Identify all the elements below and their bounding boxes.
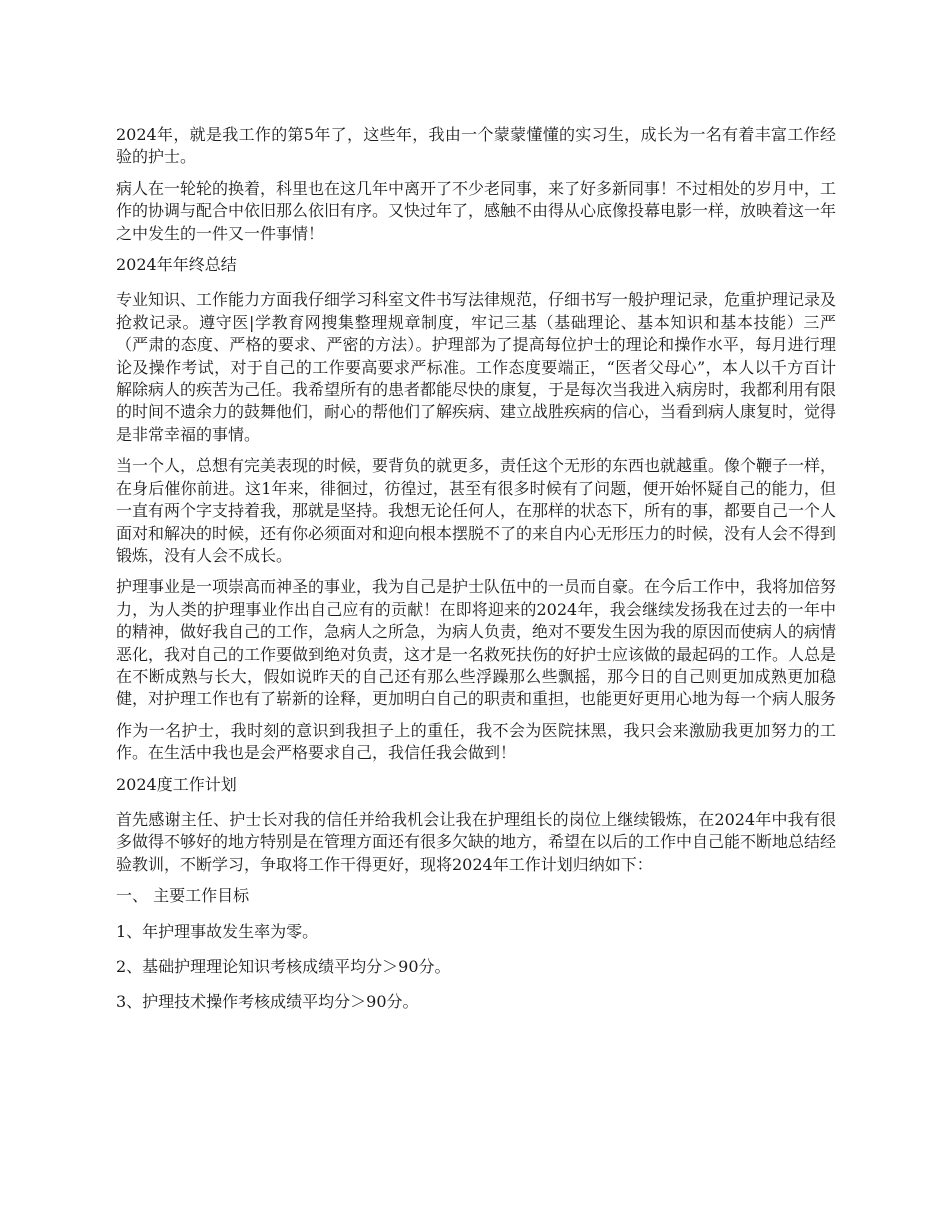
paragraph-professional-knowledge: 专业知识、工作能力方面我仔细学习科室文件书写法律规范，仔细书写一般护理记录，危重护理记录及抢救记录。遵守医|学教育网搜集整理规章制度，牢记三基（基础理论、基本知识和基本技能）三严（严肃的态度、严格的要求、严密的方法）。护理部为了提高每位护士的理论和操作水平，每月进行理论及操作考试，对于自己的工作要高要求严标准。工作态度要端正，“医者父母心”，本人以千方百计解除病人的疾苦为己任。我希望所有的患者都能尽快的康复，于是每次当我进入病房时，我都利用有限的时间不遗余力的鼓舞他们，耐心的帮他们了解疾病、建立战胜疾病的信心，当看到病人康复时，觉得是非常幸福的事情。: [116, 290, 837, 444]
paragraph-duty: 作为一名护士，我时刻的意识到我担子上的重任，我不会为医院抹黑，我只会来激励我更加努力的工作。在生活中我也是会严格要求自己，我信任我会做到！: [116, 720, 836, 763]
list-item-goal-1: 1、年护理事故发生率为零。: [116, 921, 319, 941]
list-item-goal-2: 2、基础护理理论知识考核成绩平均分＞90分。: [116, 957, 451, 976]
document-page: [116, 124, 836, 1027]
heading-work-plan: 2024度工作计划: [116, 774, 237, 794]
paragraph-intro: 2024年，就是我工作的第5年了，这些年，我由一个蒙蒙懂懂的实习生，成长为一名有着丰富工作经验的护士。: [116, 125, 836, 167]
list-item-goal-3: 3、护理技术操作考核成绩平均分＞90分。: [116, 992, 419, 1012]
list-item-main-goals: 一、 主要工作目标: [116, 886, 250, 906]
paragraph-reflection: 病人在一轮轮的换着，科里也在这几年中离开了不少老同事，来了好多新同事！不过相处的岁月中，工作的协调与配合中依旧那么依旧有序。又快过年了，感触不由得从心底像投幕电影一样，放映着这一年之中发生的一件又一件事情！: [116, 178, 837, 243]
paragraph-plan-intro: 首先感谢主任、护士长对我的信任并给我机会让我在护理组长的岗位上继续锻炼，在2024年中我有很多做得不够好的地方特别是在管理方面还有很多欠缺的地方，希望在以后的工作中自己能不断地总结经验教训，不断学习，争取将工作干得更好，现将2024年工作计划归纳如下：: [116, 809, 837, 874]
heading-year-end-summary: 2024年年终总结: [116, 255, 237, 275]
paragraph-nursing-career: 护理事业是一项崇高而神圣的事业，我为自己是护士队伍中的一员而自豪。在今后工作中，我将加倍努力，为人类的护理事业作出自己应有的贡献！在即将迎来的2024年，我会继续发扬我在过去的一年中的精神，做好我自己的工作，急病人之所急，为病人负责，绝对不要发生因为我的原因而使病人的病情恶化，我对自己的工作要做到绝对负责，这才是一名救死扶伤的好护士应该做的最起码的工作。人总是在不断成熟与长大，假如说昨天的自己还有那么些浮躁那么些飘摇，那今日的自己则更加成熟更加稳健，对护理工作也有了崭新的诠释，更加明白自己的职责和重担，也能更好更用心地为每一个病人服务: [116, 577, 837, 709]
paragraph-responsibility: 当一个人，总想有完美表现的时候，要背负的就更多，责任这个无形的东西也就越重。像个鞭子一样，在身后催你前进。这1年来，徘徊过，彷徨过，甚至有很多时候有了问题，便开始怀疑自己的能力，但一直有两个字支持着我，那就是坚持。我想无论任何人，在那样的状态下，所有的事，都要自己一个人面对和解决的时候，还有你必须面对和迎向根本摆脱不了的来自内心无形压力的时候，没有人会不得到锻炼，没有人会不成长。: [116, 456, 837, 565]
